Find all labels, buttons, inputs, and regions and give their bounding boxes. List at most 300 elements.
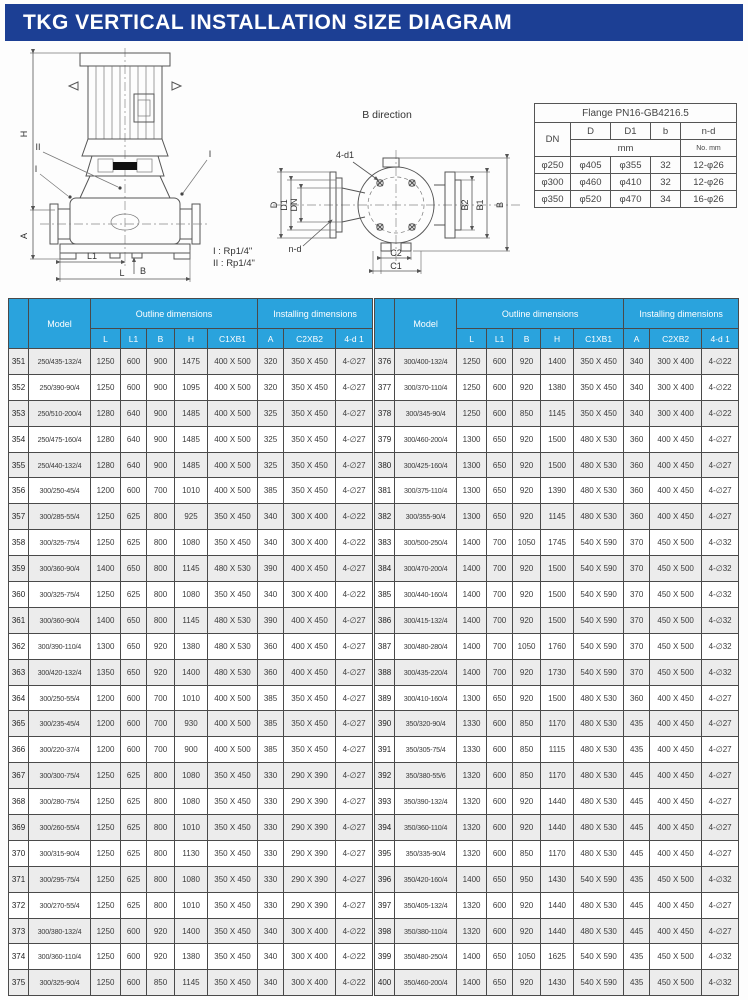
sub-header-h: H	[175, 329, 208, 349]
dimension-cell: 4-∅27	[702, 478, 739, 504]
dimension-cell: 290 X 390	[284, 763, 336, 789]
model-cell: 300/360-110/4	[29, 944, 91, 970]
dimension-cell: 4-∅22	[336, 582, 373, 608]
dimension-cell: 800	[147, 892, 175, 918]
dimension-cell: 4-∅27	[336, 685, 373, 711]
dimension-cell: 330	[258, 789, 284, 815]
dimension-cell: 1250	[91, 789, 121, 815]
dimension-cell: 1320	[457, 789, 487, 815]
dimension-cell: 540 X 590	[574, 633, 624, 659]
outline-dimensions-header: Outline dimensions	[91, 299, 258, 329]
model-cell: 300/260-55/4	[29, 815, 91, 841]
sub-header-l1: L1	[487, 329, 513, 349]
dimension-cell: 650	[487, 504, 513, 530]
model-cell: 300/420-132/4	[29, 659, 91, 685]
dimension-cell: 600	[487, 400, 513, 426]
table-row	[9, 400, 373, 426]
dimension-cell: 1250	[91, 349, 121, 375]
dimension-cell: 360	[624, 504, 650, 530]
flange-cell: φ410	[611, 174, 651, 191]
row-number: 384	[375, 556, 395, 582]
size-table-left	[8, 298, 373, 996]
flange-cell: 34	[651, 191, 681, 208]
table-row	[9, 866, 373, 892]
dimension-cell: 600	[121, 349, 147, 375]
dimension-cell: 480 X 530	[574, 478, 624, 504]
dimension-cell: 300 X 400	[284, 970, 336, 996]
dimension-cell: 300 X 400	[284, 582, 336, 608]
dimension-cell: 340	[258, 970, 284, 996]
dimension-cell: 1280	[91, 452, 121, 478]
dimension-cell: 600	[121, 685, 147, 711]
row-number: 400	[375, 970, 395, 996]
table-row	[375, 582, 739, 608]
table-row	[375, 452, 739, 478]
dimension-cell: 400 X 500	[208, 426, 258, 452]
dimension-cell: 385	[258, 711, 284, 737]
outline-dimensions-header: Outline dimensions	[457, 299, 624, 329]
dimension-cell: 400 X 450	[284, 607, 336, 633]
dimension-cell: 445	[624, 763, 650, 789]
dimension-cell: 350 X 450	[574, 400, 624, 426]
dimension-cell: 1080	[175, 530, 208, 556]
table-row	[9, 970, 373, 996]
dimension-cell: 320	[258, 349, 284, 375]
dimension-cell: 920	[513, 970, 541, 996]
table-row	[9, 607, 373, 633]
row-number: 396	[375, 866, 395, 892]
dimension-cell: 1080	[175, 763, 208, 789]
dimension-cell: 1280	[91, 400, 121, 426]
model-cell: 300/375-110/4	[395, 478, 457, 504]
dimension-cell: 400 X 450	[284, 633, 336, 659]
dimension-cell: 900	[147, 374, 175, 400]
dimension-cell: 1500	[541, 582, 574, 608]
dimension-cell: 1010	[175, 685, 208, 711]
dimension-cell: 450 X 500	[650, 556, 702, 582]
flange-cell: φ300	[535, 174, 571, 191]
dimension-cell: 350 X 450	[284, 685, 336, 711]
dimension-cell: 920	[513, 582, 541, 608]
dimension-cell: 800	[147, 556, 175, 582]
flange-row	[535, 157, 737, 174]
sub-header-l: L	[457, 329, 487, 349]
table-row	[375, 374, 739, 400]
model-cell: 300/270-55/4	[29, 892, 91, 918]
dimension-cell: 1350	[91, 659, 121, 685]
flange-cell: φ520	[571, 191, 611, 208]
row-number: 363	[9, 659, 29, 685]
dimension-cell: 540 X 590	[574, 607, 624, 633]
dimension-cell: 350 X 450	[208, 866, 258, 892]
dimension-cell: 4-∅27	[336, 607, 373, 633]
size-table-right	[374, 298, 739, 996]
dimension-cell: 1400	[91, 607, 121, 633]
dimension-cell: 600	[121, 374, 147, 400]
model-cell: 250/435-132/4	[29, 349, 91, 375]
dimension-cell: 340	[624, 349, 650, 375]
flange-cell: φ350	[535, 191, 571, 208]
dimension-cell: 435	[624, 866, 650, 892]
row-number: 354	[9, 426, 29, 452]
dimension-cell: 1485	[175, 426, 208, 452]
model-header: Model	[395, 299, 457, 349]
row-number: 387	[375, 633, 395, 659]
dimension-cell: 4-∅32	[702, 556, 739, 582]
dimension-cell: 850	[513, 737, 541, 763]
table-row	[9, 737, 373, 763]
flange-cell: φ250	[535, 157, 571, 174]
dimension-cell: 1400	[457, 633, 487, 659]
dimension-cell: 700	[487, 633, 513, 659]
dimension-cell: 920	[513, 504, 541, 530]
table-row	[9, 685, 373, 711]
row-number: 355	[9, 452, 29, 478]
dimension-cell: 350 X 450	[284, 349, 336, 375]
dimension-cell: 600	[487, 374, 513, 400]
dimension-cell: 1400	[457, 866, 487, 892]
dimension-cell: 4-∅27	[702, 789, 739, 815]
model-cell: 300/480-280/4	[395, 633, 457, 659]
dimension-cell: 400 X 450	[650, 426, 702, 452]
dimension-cell: 920	[147, 633, 175, 659]
dimension-cell: 400 X 500	[208, 349, 258, 375]
table-row	[375, 944, 739, 970]
dimension-cell: 4-∅27	[336, 452, 373, 478]
dimension-cell: 1500	[541, 452, 574, 478]
row-number: 362	[9, 633, 29, 659]
dimension-cell: 435	[624, 970, 650, 996]
dimension-cell: 850	[147, 970, 175, 996]
model-cell: 300/500-250/4	[395, 530, 457, 556]
table-row	[375, 685, 739, 711]
dimension-cell: 4-∅27	[336, 711, 373, 737]
dimension-cell: 930	[175, 711, 208, 737]
dimension-cell: 4-∅32	[702, 970, 739, 996]
model-cell: 300/435-220/4	[395, 659, 457, 685]
dimension-cell: 4-∅27	[336, 426, 373, 452]
b-direction-label: B direction	[362, 109, 412, 121]
dimension-cell: 625	[121, 815, 147, 841]
flange-unit-mm: mm	[571, 140, 681, 157]
dimension-cell: 290 X 390	[284, 789, 336, 815]
dimension-cell: 920	[513, 892, 541, 918]
model-cell: 350/420-160/4	[395, 866, 457, 892]
dimension-cell: 600	[487, 349, 513, 375]
row-number: 356	[9, 478, 29, 504]
flange-cell: φ460	[571, 174, 611, 191]
row-number: 378	[375, 400, 395, 426]
dimension-cell: 1010	[175, 815, 208, 841]
model-cell: 300/400-132/4	[395, 349, 457, 375]
dimension-cell: 650	[487, 944, 513, 970]
port-notes	[213, 246, 255, 270]
dimension-cell: 350 X 450	[574, 349, 624, 375]
table-row	[9, 374, 373, 400]
dimension-cell: 350 X 450	[284, 478, 336, 504]
dimension-cell: 1485	[175, 452, 208, 478]
flange-col-d: D	[571, 123, 611, 140]
table-row	[375, 633, 739, 659]
row-number: 364	[9, 685, 29, 711]
dimension-cell: 450 X 500	[650, 607, 702, 633]
dimension-cell: 540 X 590	[574, 866, 624, 892]
dimension-cell: 4-∅27	[702, 892, 739, 918]
table-row	[9, 659, 373, 685]
dimension-cell: 1320	[457, 815, 487, 841]
dimension-cell: 330	[258, 815, 284, 841]
dimension-cell: 1320	[457, 892, 487, 918]
dimension-cell: 450 X 500	[650, 944, 702, 970]
row-number: 398	[375, 918, 395, 944]
dimension-cell: 480 X 530	[208, 607, 258, 633]
sub-header-h: H	[541, 329, 574, 349]
table-row	[375, 349, 739, 375]
dimension-cell: 1250	[91, 918, 121, 944]
row-number: 390	[375, 711, 395, 737]
table-row	[9, 530, 373, 556]
table-row	[375, 840, 739, 866]
sub-header-a: A	[258, 329, 284, 349]
model-cell: 350/335-90/4	[395, 840, 457, 866]
dimension-cell: 1400	[91, 556, 121, 582]
sub-header-b: B	[147, 329, 175, 349]
dimension-cell: 1050	[513, 633, 541, 659]
b-direction-diagram	[235, 100, 530, 290]
dimension-cell: 445	[624, 815, 650, 841]
model-cell: 300/295-75/4	[29, 866, 91, 892]
dimension-cell: 800	[147, 789, 175, 815]
flange-cell: φ470	[611, 191, 651, 208]
dimension-cell: 1500	[541, 685, 574, 711]
dimension-cell: 1400	[457, 582, 487, 608]
dimension-cell: 400 X 450	[650, 711, 702, 737]
dimension-cell: 300 X 400	[284, 504, 336, 530]
annotation-nd: n-d	[288, 244, 302, 254]
dimension-cell: 600	[121, 970, 147, 996]
model-cell: 300/425-160/4	[395, 452, 457, 478]
dimension-cell: 600	[487, 763, 513, 789]
dimension-cell: 1170	[541, 711, 574, 737]
dimension-cell: 925	[175, 504, 208, 530]
dimension-cell: 340	[624, 400, 650, 426]
dimension-cell: 1300	[457, 504, 487, 530]
model-cell: 350/320-90/4	[395, 711, 457, 737]
dimension-cell: 650	[121, 556, 147, 582]
flange-cell: 12-φ26	[681, 174, 737, 191]
dimension-cell: 600	[487, 918, 513, 944]
dimension-cell: 1390	[541, 478, 574, 504]
dimension-cell: 1250	[91, 374, 121, 400]
dimension-cell: 350 X 450	[284, 711, 336, 737]
pump-front-view-diagram	[10, 46, 235, 294]
dimension-cell: 600	[487, 840, 513, 866]
dimension-cell: 920	[513, 556, 541, 582]
pump-front-view-drawing	[10, 46, 235, 294]
dimension-cell: 4-∅27	[702, 840, 739, 866]
dimension-cell: 290 X 390	[284, 866, 336, 892]
dimension-cell: 1400	[457, 556, 487, 582]
sub-header-4-d-1: 4-d 1	[336, 329, 373, 349]
dimension-cell: 1475	[175, 349, 208, 375]
sub-header-l1: L1	[121, 329, 147, 349]
dimension-cell: 800	[147, 607, 175, 633]
dimension-cell: 400 X 450	[284, 659, 336, 685]
annotation-4d1: 4-d1	[335, 150, 355, 160]
dimension-cell: 4-∅27	[702, 711, 739, 737]
dimension-cell: 1320	[457, 840, 487, 866]
model-cell: 350/360-110/4	[395, 815, 457, 841]
row-number: 374	[9, 944, 29, 970]
dimension-cell: 1010	[175, 892, 208, 918]
row-number: 361	[9, 607, 29, 633]
dimension-cell: 625	[121, 789, 147, 815]
dimension-cell: 1430	[541, 970, 574, 996]
dimension-cell: 370	[624, 607, 650, 633]
dimension-cell: 400 X 450	[650, 478, 702, 504]
table-row	[375, 815, 739, 841]
dimension-cell: 1250	[91, 892, 121, 918]
dimension-cell: 920	[513, 607, 541, 633]
dimension-cell: 600	[487, 789, 513, 815]
sub-header-c2xb2: C2XB2	[284, 329, 336, 349]
dimension-cell: 1250	[91, 866, 121, 892]
dimension-cell: 650	[487, 970, 513, 996]
flange-col-nd: n-d	[681, 123, 737, 140]
dim-label-c1: C1	[390, 261, 402, 271]
dimension-cell: 950	[513, 866, 541, 892]
table-row	[9, 478, 373, 504]
dimension-cell: 1500	[541, 607, 574, 633]
dimension-cell: 4-∅27	[336, 737, 373, 763]
dimension-cell: 650	[121, 659, 147, 685]
dimension-cell: 650	[121, 633, 147, 659]
dimension-cell: 450 X 500	[650, 530, 702, 556]
dimension-cell: 350 X 450	[208, 944, 258, 970]
dimension-cell: 1200	[91, 711, 121, 737]
dimension-cell: 4-∅22	[336, 530, 373, 556]
dimension-cell: 600	[487, 892, 513, 918]
dimension-cell: 480 X 530	[574, 892, 624, 918]
dimension-cell: 480 X 530	[574, 711, 624, 737]
dimension-cell: 800	[147, 582, 175, 608]
model-cell: 300/460-200/4	[395, 426, 457, 452]
dimension-cell: 920	[513, 659, 541, 685]
dimension-cell: 400 X 450	[650, 815, 702, 841]
row-number: 386	[375, 607, 395, 633]
model-cell: 300/300-75/4	[29, 763, 91, 789]
dimension-cell: 290 X 390	[284, 815, 336, 841]
dimension-cell: 900	[147, 426, 175, 452]
dimension-cell: 400 X 500	[208, 685, 258, 711]
dimension-cell: 370	[624, 556, 650, 582]
dimension-cell: 4-∅27	[702, 918, 739, 944]
dimension-cell: 920	[513, 918, 541, 944]
sub-header-4-d-1: 4-d 1	[702, 329, 739, 349]
model-cell: 300/325-75/4	[29, 582, 91, 608]
dimension-cell: 700	[147, 478, 175, 504]
installing-dimensions-header: Installing dimensions	[624, 299, 739, 329]
dimension-cell: 390	[258, 556, 284, 582]
table-row	[9, 426, 373, 452]
dimension-cell: 330	[258, 866, 284, 892]
dimension-cell: 920	[513, 426, 541, 452]
model-cell: 300/285-55/4	[29, 504, 91, 530]
row-number: 372	[9, 892, 29, 918]
dimension-cell: 700	[487, 530, 513, 556]
dimension-cell: 480 X 530	[574, 737, 624, 763]
dimension-cell: 1145	[175, 970, 208, 996]
model-cell: 250/475-160/4	[29, 426, 91, 452]
dimension-cell: 600	[121, 478, 147, 504]
table-row	[375, 504, 739, 530]
dimension-cell: 920	[513, 478, 541, 504]
dimension-cell: 4-∅27	[702, 504, 739, 530]
dimension-cell: 800	[147, 866, 175, 892]
dimension-cell: 1050	[513, 530, 541, 556]
dimension-cell: 1250	[91, 944, 121, 970]
table-row	[375, 763, 739, 789]
model-cell: 300/280-75/4	[29, 789, 91, 815]
dimension-cell: 1115	[541, 737, 574, 763]
dimension-cell: 385	[258, 685, 284, 711]
table-row	[375, 400, 739, 426]
dimension-cell: 1430	[541, 866, 574, 892]
dimension-cell: 600	[121, 918, 147, 944]
dimension-cell: 625	[121, 582, 147, 608]
dim-label-h: H	[19, 130, 29, 138]
dimension-cell: 480 X 530	[574, 815, 624, 841]
dimension-cell: 480 X 530	[208, 633, 258, 659]
row-number: 397	[375, 892, 395, 918]
dimension-cell: 290 X 390	[284, 840, 336, 866]
dimension-cell: 480 X 530	[574, 840, 624, 866]
dimension-cell: 1625	[541, 944, 574, 970]
dimension-cell: 4-∅27	[336, 633, 373, 659]
dimension-cell: 700	[147, 685, 175, 711]
row-number: 392	[375, 763, 395, 789]
dimension-cell: 1300	[91, 633, 121, 659]
dimension-cell: 360	[258, 659, 284, 685]
dimension-cell: 920	[513, 789, 541, 815]
dimension-cell: 1250	[91, 582, 121, 608]
table-row	[375, 478, 739, 504]
model-cell: 300/355-90/4	[395, 504, 457, 530]
row-number: 351	[9, 349, 29, 375]
dimension-cell: 4-∅32	[702, 633, 739, 659]
dimension-cell: 800	[147, 840, 175, 866]
dimension-cell: 300 X 400	[650, 400, 702, 426]
sub-header-l: L	[91, 329, 121, 349]
dimension-cell: 920	[147, 944, 175, 970]
table-row	[375, 737, 739, 763]
dimension-cell: 480 X 530	[574, 763, 624, 789]
flange-cell: φ355	[611, 157, 651, 174]
dimension-cell: 1280	[91, 426, 121, 452]
dimension-cell: 650	[487, 452, 513, 478]
model-cell: 300/345-90/4	[395, 400, 457, 426]
sub-header-c1xb1: C1XB1	[574, 329, 624, 349]
table-row	[9, 504, 373, 530]
flange-cell: 32	[651, 174, 681, 191]
dimension-cell: 1250	[91, 970, 121, 996]
row-number: 385	[375, 582, 395, 608]
page-title: TKG VERTICAL INSTALLATION SIZE DIAGRAM	[5, 4, 743, 41]
dimension-cell: 850	[513, 763, 541, 789]
dimension-cell: 640	[121, 452, 147, 478]
table-row	[375, 659, 739, 685]
dimension-cell: 650	[487, 426, 513, 452]
